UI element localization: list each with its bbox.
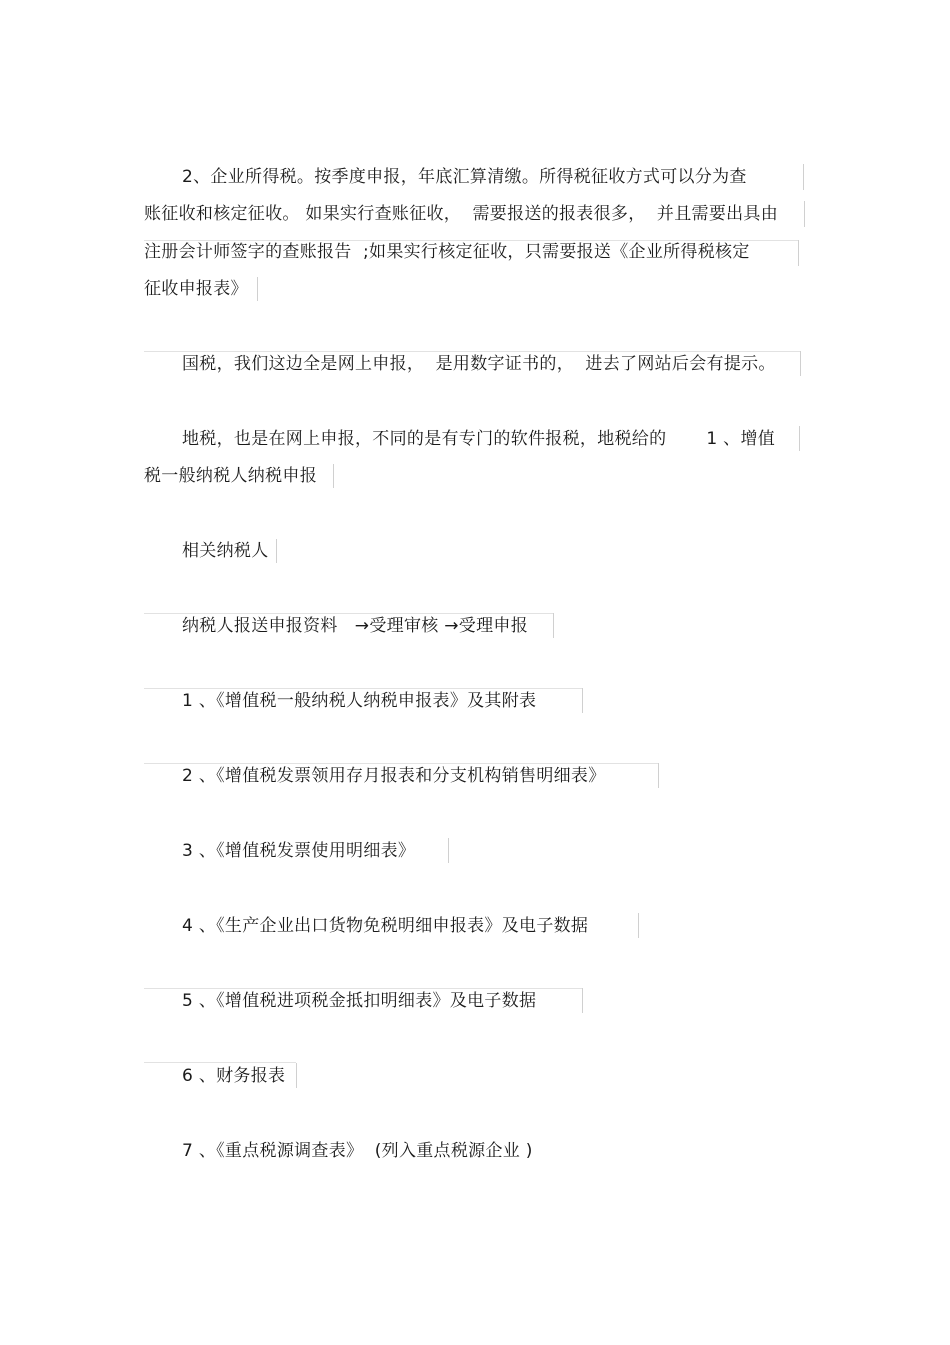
local-tax-line-2: 税一般纳税人纳税申报: [144, 466, 317, 486]
text-box-edge: [803, 164, 804, 190]
list-item: 3 、《增值税发票使用明细表》: [182, 841, 416, 861]
text-box-edge: [333, 464, 334, 488]
text-box-edge: [296, 1063, 297, 1088]
text-box-edge: [276, 539, 277, 563]
text-box-edge: [144, 1062, 296, 1063]
text-box-edge: [638, 913, 639, 938]
income-tax-line-3: 注册会计师签字的查账报告 ;如果实行核定征收，只需要报送《企业所得税核定: [144, 242, 750, 262]
text-box-edge: [799, 426, 800, 451]
income-tax-line-1: 2、企业所得税。按季度申报，年底汇算清缴。所得税征收方式可以分为查: [182, 167, 747, 187]
text-box-edge: [144, 763, 658, 764]
text-box-edge: [798, 240, 799, 266]
text-box-edge: [144, 688, 582, 689]
text-box-edge: [804, 201, 805, 227]
process-flow: 纳税人报送申报资料 →受理审核 →受理申报: [182, 616, 529, 636]
text-box-edge: [582, 688, 583, 713]
text-box-edge: [553, 613, 554, 638]
income-tax-line-4: 征收申报表》: [144, 279, 248, 299]
text-box-edge: [144, 351, 801, 352]
text-box-edge: [144, 988, 582, 989]
list-item: 5 、《增值税进项税金抵扣明细表》及电子数据: [182, 991, 537, 1011]
list-item: 6 、财务报表: [182, 1066, 286, 1086]
local-tax-line-1: 地税，也是在网上申报，不同的是有专门的软件报税，地税给的 1 、增值: [182, 429, 776, 449]
related-taxpayer: 相关纳税人: [182, 541, 269, 561]
list-item: 7 、《重点税源调查表》 (列入重点税源企业 ): [182, 1141, 533, 1161]
list-item: 4 、《生产企业出口货物免税明细申报表》及电子数据: [182, 916, 589, 936]
text-box-edge: [582, 988, 583, 1013]
text-box-edge: [800, 351, 801, 376]
list-item: 1 、《增值税一般纳税人纳税申报表》及其附表: [182, 691, 537, 711]
text-box-edge: [658, 763, 659, 788]
text-box-edge: [448, 838, 449, 863]
income-tax-line-2: 账征收和核定征收。 如果实行查账征收， 需要报送的报表很多， 并且需要出具由: [144, 204, 779, 224]
text-box-edge: [257, 277, 258, 301]
national-tax-paragraph: 国税，我们这边全是网上申报， 是用数字证书的， 进去了网站后会有提示。: [182, 354, 776, 374]
text-box-edge: [144, 613, 553, 614]
list-item: 2 、《增值税发票领用存月报表和分支机构销售明细表》: [182, 766, 606, 786]
